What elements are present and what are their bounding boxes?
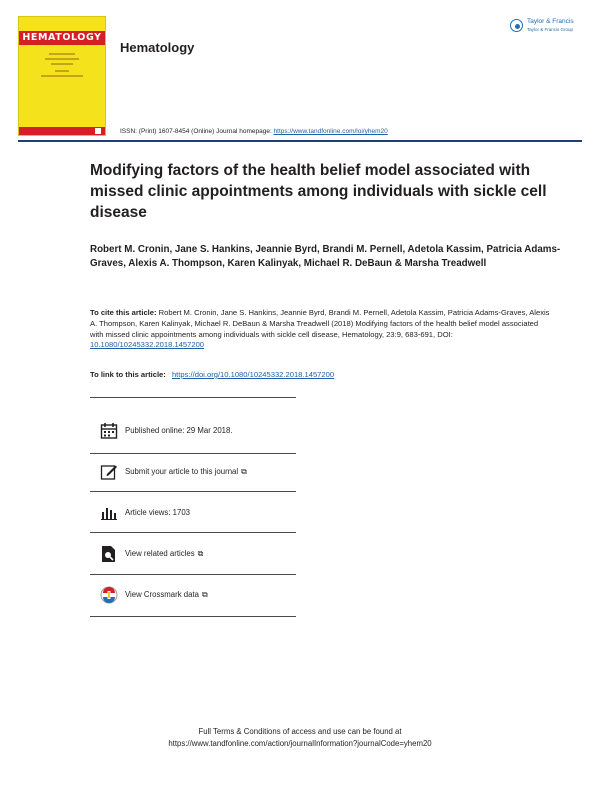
divider — [90, 532, 296, 533]
divider — [90, 397, 296, 398]
issn-line — [120, 128, 388, 135]
article-views-text: Article views: 1703 — [125, 508, 191, 517]
header-divider — [18, 140, 582, 142]
citation-doi-link[interactable]: 10.1080/10245332.2018.1457200 — [90, 340, 205, 350]
cover-line — [41, 75, 83, 77]
journal-cover — [18, 16, 106, 136]
article-link-label: To link to this article: — [90, 370, 166, 379]
calendar-icon — [100, 422, 118, 440]
terms-line: Full Terms & Conditions of access and use can be found at — [198, 727, 402, 736]
divider — [90, 616, 296, 617]
crossmark-text: View Crossmark data — [125, 590, 199, 599]
edit-icon — [100, 463, 118, 481]
related-articles-text: View related articles — [125, 549, 195, 558]
external-link-icon: ⧉ — [197, 549, 204, 558]
article-doi-link[interactable]: https://doi.org/10.1080/10245332.2018.1457200 — [171, 370, 335, 379]
published-online-text: Published online: 29 Mar 2018. — [125, 426, 233, 435]
citation-label: To cite this article: — [90, 308, 157, 317]
cover-footer-logo — [95, 128, 101, 134]
publisher-logo[interactable] — [510, 18, 584, 36]
journal-homepage-link[interactable]: https://www.tandfonline.com/loi/yhem20 — [273, 128, 388, 135]
cover-title: HEMATOLOGY — [22, 32, 102, 43]
cover-line — [55, 70, 69, 72]
divider — [90, 574, 296, 575]
external-link-icon: ⧉ — [241, 467, 247, 476]
cover-footer-band — [19, 127, 105, 135]
publisher-logo-name: Taylor & Francis — [527, 18, 574, 25]
external-link-icon: ⧉ — [201, 590, 208, 599]
citation-block — [90, 308, 550, 351]
submit-article-text: Submit your article to this journal — [125, 467, 239, 476]
citation-text: Robert M. Cronin, Jane S. Hankins, Jeannie Byrd, Brandi M. Pernell, Adetola Kassim, Patricia Adams-Graves, Alexis A. Thompson, Karen Kalinyak, Michael R. DeBaun & Marsha Treadwell (2018) Modifying factors of the health belief model associated with missed clinic appointments among individuals with sickle cell disease, Hematology, 23:9, 683-691, DOI: — [90, 308, 550, 339]
search-document-icon — [100, 545, 118, 563]
article-link-line — [90, 370, 570, 379]
article-title: Modifying factors of the health belief model associated with missed clinic appointments among individuals with sickle cell disease — [90, 162, 547, 221]
publisher-logo-icon — [510, 19, 523, 32]
issn-text: ISSN: (Print) 1607-8454 (Online) Journal homepage: — [120, 128, 272, 135]
bar-chart-icon — [100, 504, 118, 522]
divider — [90, 491, 296, 492]
cover-line — [45, 58, 79, 60]
journal-name: Hematology — [120, 40, 195, 55]
cover-line — [49, 53, 75, 55]
cover-line — [51, 63, 73, 65]
terms-url-link[interactable]: https://www.tandfonline.com/action/journalInformation?journalCode=yhem20 — [168, 739, 432, 748]
crossmark-icon — [100, 586, 118, 604]
publisher-logo-sub: Taylor & Francis Group — [527, 27, 574, 32]
article-authors: Robert M. Cronin, Jane S. Hankins, Jeannie Byrd, Brandi M. Pernell, Adetola Kassim, Patricia Adams-Graves, Alexis A. Thompson, Karen Kalinyak, Michael R. DeBaun & Marsha Treadwell — [90, 244, 561, 269]
terms-footer — [0, 726, 600, 750]
divider — [90, 453, 296, 454]
